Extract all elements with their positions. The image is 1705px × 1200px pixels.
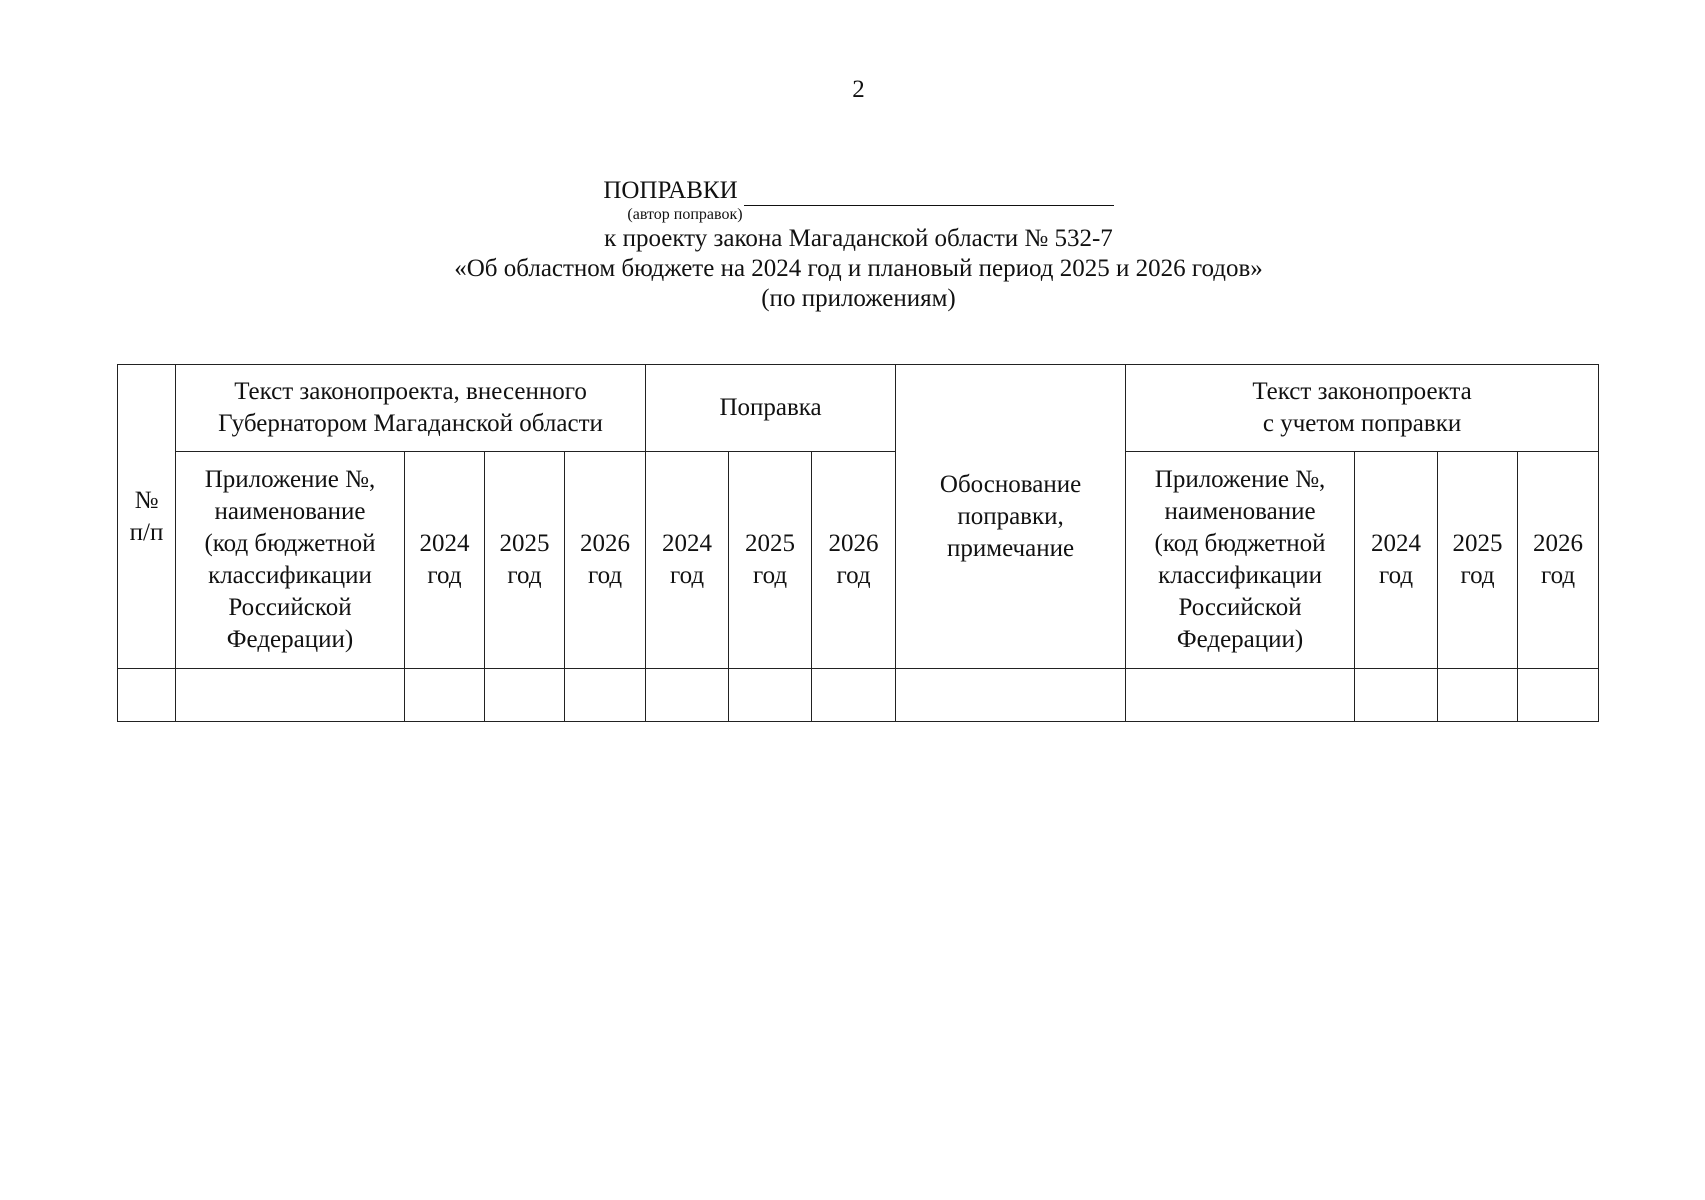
subtitle-bill-name: «Об областном бюджете на 2024 год и плановый период 2025 и 2026 годов» <box>454 255 1263 282</box>
group-amendment: Поправка <box>646 365 896 452</box>
subtitle-by-appendix: (по приложениям) <box>761 285 956 312</box>
table-cell <box>1355 669 1438 722</box>
column-result-2024: 2024 год <box>1355 452 1438 669</box>
amendments-table <box>117 364 1599 722</box>
table-cell <box>896 669 1126 722</box>
table-row <box>118 669 1599 722</box>
column-original-appendix: Приложение №, наименование (код бюджетной классификации Российской Федерации) <box>176 452 405 669</box>
column-amendment-2024: 2024 год <box>646 452 729 669</box>
column-justification: Обоснование поправки, примечание <box>896 365 1126 669</box>
column-amendment-2026: 2026 год <box>812 452 896 669</box>
table-cell <box>176 669 405 722</box>
document-title-block <box>0 176 1705 314</box>
column-original-2026: 2026 год <box>565 452 646 669</box>
column-result-appendix: Приложение №, наименование (код бюджетной классификации Российской Федерации) <box>1126 452 1355 669</box>
table-cell <box>485 669 565 722</box>
table-header-row-1 <box>118 365 1599 452</box>
table-cell <box>1126 669 1355 722</box>
table-cell <box>812 669 896 722</box>
table-cell <box>565 669 646 722</box>
table-cell <box>1438 669 1518 722</box>
table-cell <box>729 669 812 722</box>
table-cell <box>405 669 485 722</box>
column-original-2024: 2024 год <box>405 452 485 669</box>
table-cell <box>646 669 729 722</box>
page-number: 2 <box>852 76 865 103</box>
column-result-2026: 2026 год <box>1518 452 1599 669</box>
subtitle-bill-number: к проекту закона Магаданской области № 532-7 <box>604 225 1113 252</box>
column-result-2025: 2025 год <box>1438 452 1518 669</box>
column-original-2025: 2025 год <box>485 452 565 669</box>
group-original-text: Текст законопроекта, внесенного Губернатором Магаданской области <box>176 365 646 452</box>
column-number: № п/п <box>118 365 176 669</box>
table-header-row-2 <box>118 452 1599 669</box>
table-cell <box>118 669 176 722</box>
author-blank-line <box>744 179 1114 206</box>
column-amendment-2025: 2025 год <box>729 452 812 669</box>
document-title: ПОПРАВКИ <box>603 177 738 204</box>
author-caption: (автор поправок) <box>627 206 743 223</box>
table-cell <box>1518 669 1599 722</box>
title-line <box>0 176 1705 206</box>
group-result-text: Текст законопроекта с учетом поправки <box>1126 365 1599 452</box>
